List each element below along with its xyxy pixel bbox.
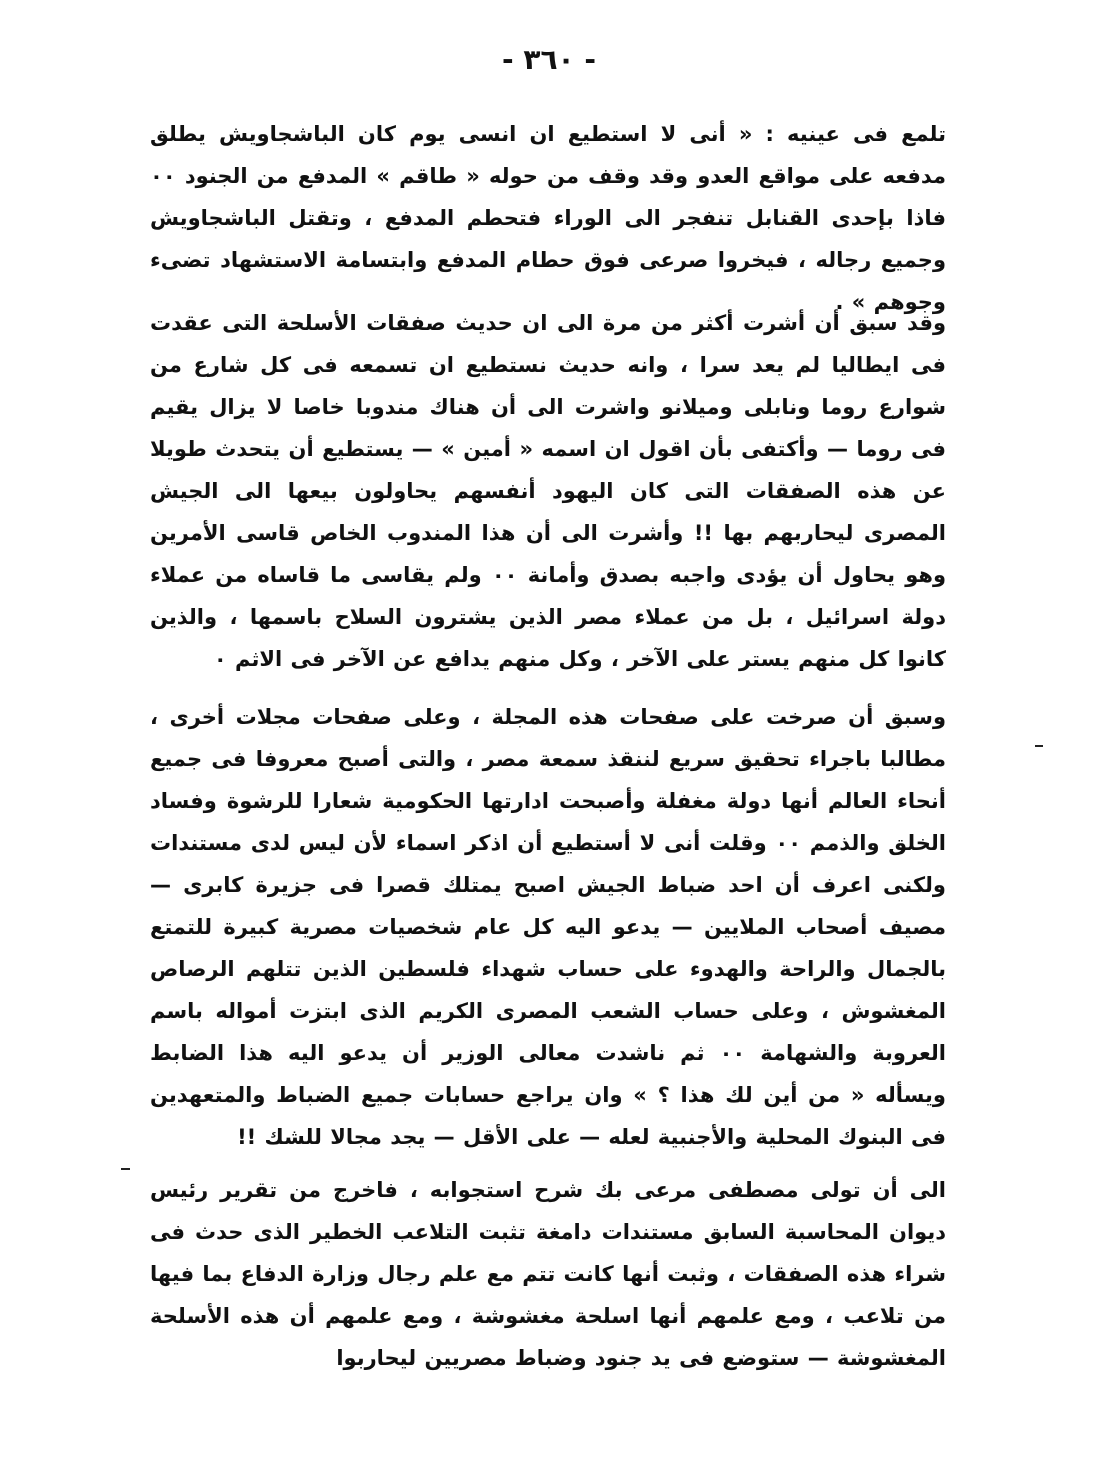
paragraph-2: [150, 302, 946, 680]
paragraph-3: [150, 696, 946, 1158]
paragraph-text: وسبق أن صرخت على صفحات هذه المجلة ، وعلى صفحات مجلات أخرى ، مطالبا باجراء تحقيق سريع لننقذ سمعة مصر ، والتى أصبح معروفا فى جميع أنحاء العالم أنها دولة مغفلة وأصبحت ادارتها الحكومية شعارا للرشوة وفساد الخلق والذمم ٠٠ وقلت أنى لا أستطيع أن اذكر اسماء لأن ليس لدى مستندات ولكنى اعرف أن احد ضباط الجيش اصبح يمتلك قصرا فى جزيرة كابرى — مصيف أصحاب الملايين — يدعو اليه كل عام شخصيات مصرية كبيرة للتمتع بالجمال والراحة والهدوء على حساب شهداء فلسطين الذين تتلهم الرصاص المغشوش ، وعلى حساب الشعب المصرى الكريم الذى ابتزت أمواله باسم العروبة والشهامة ٠٠ ثم ناشدت معالى الوزير أن يدعو اليه هذا الضابط ويسأله « من أين لك هذا ؟ » وان يراجع حسابات جميع الضباط والمتعهدين فى البنوك المحلية والأجنبية لعله — على الأقل — يجد مجالا للشك !!: [150, 705, 946, 1149]
paragraph-text: تلمع فى عينيه : « أنى لا استطيع ان انسى يوم كان الباشجاويش يطلق مدفعه على مواقع العدو وقد وقف من حوله « طاقم » المدفع من الجنود ٠٠ فاذا بإحدى القنابل تنفجر الى الوراء فتحطم المدفع ، وتقتل الباشجاويش وجميع رجاله ، فيخروا صرعى فوق حطام المدفع وابتسامة الاستشهاد تضىء وجوهم » .: [150, 122, 946, 314]
scan-mark: [121, 1168, 130, 1170]
paragraph-1: [150, 113, 946, 323]
paragraph-4: [150, 1169, 946, 1379]
scan-mark: [1035, 745, 1043, 747]
paragraph-text: وقد سبق أن أشرت أكثر من مرة الى ان حديث صفقات الأسلحة التى عقدت فى ايطاليا لم يعد سرا ، وانه حديث نستطيع ان تسمعه فى كل شارع من شوارع روما ونابلى وميلانو واشرت الى أن هناك مندوبا خاصا لا يزال يقيم فى روما — وأكتفى بأن اقول ان اسمه « أمين » — يستطيع أن يتحدث طويلا عن هذه الصفقات التى كان اليهود أنفسهم يحاولون بيعها الى الجيش المصرى ليحاربهم بها !! وأشرت الى أن هذا المندوب الخاص قاسى الأمرين وهو يحاول أن يؤدى واجبه بصدق وأمانة ٠٠ ولم يقاسى ما قاساه من عملاء دولة اسرائيل ، بل من عملاء مصر الذين يشترون السلاح باسمها ، والذين كانوا كل منهم يستر على الآخر ، وكل منهم يدافع عن الآخر فى الاثم ٠: [150, 311, 946, 671]
paragraph-text: الى أن تولى مصطفى مرعى بك شرح استجوابه ، فاخرج من تقرير رئيس ديوان المحاسبة السابق مستندات دامغة تثبت التلاعب الخطير الذى حدث فى شراء هذه الصفقات ، وثبت أنها كانت تتم مع علم رجال وزارة الدفاع بما فيها من تلاعب ، ومع علمهم أنها اسلحة مغشوشة ، ومع علمهم أن هذه الأسلحة المغشوشة — ستوضع فى يد جنود وضباط مصريين ليحاربوا: [150, 1178, 946, 1370]
page-number: - ٣٦٠ -: [501, 43, 597, 76]
